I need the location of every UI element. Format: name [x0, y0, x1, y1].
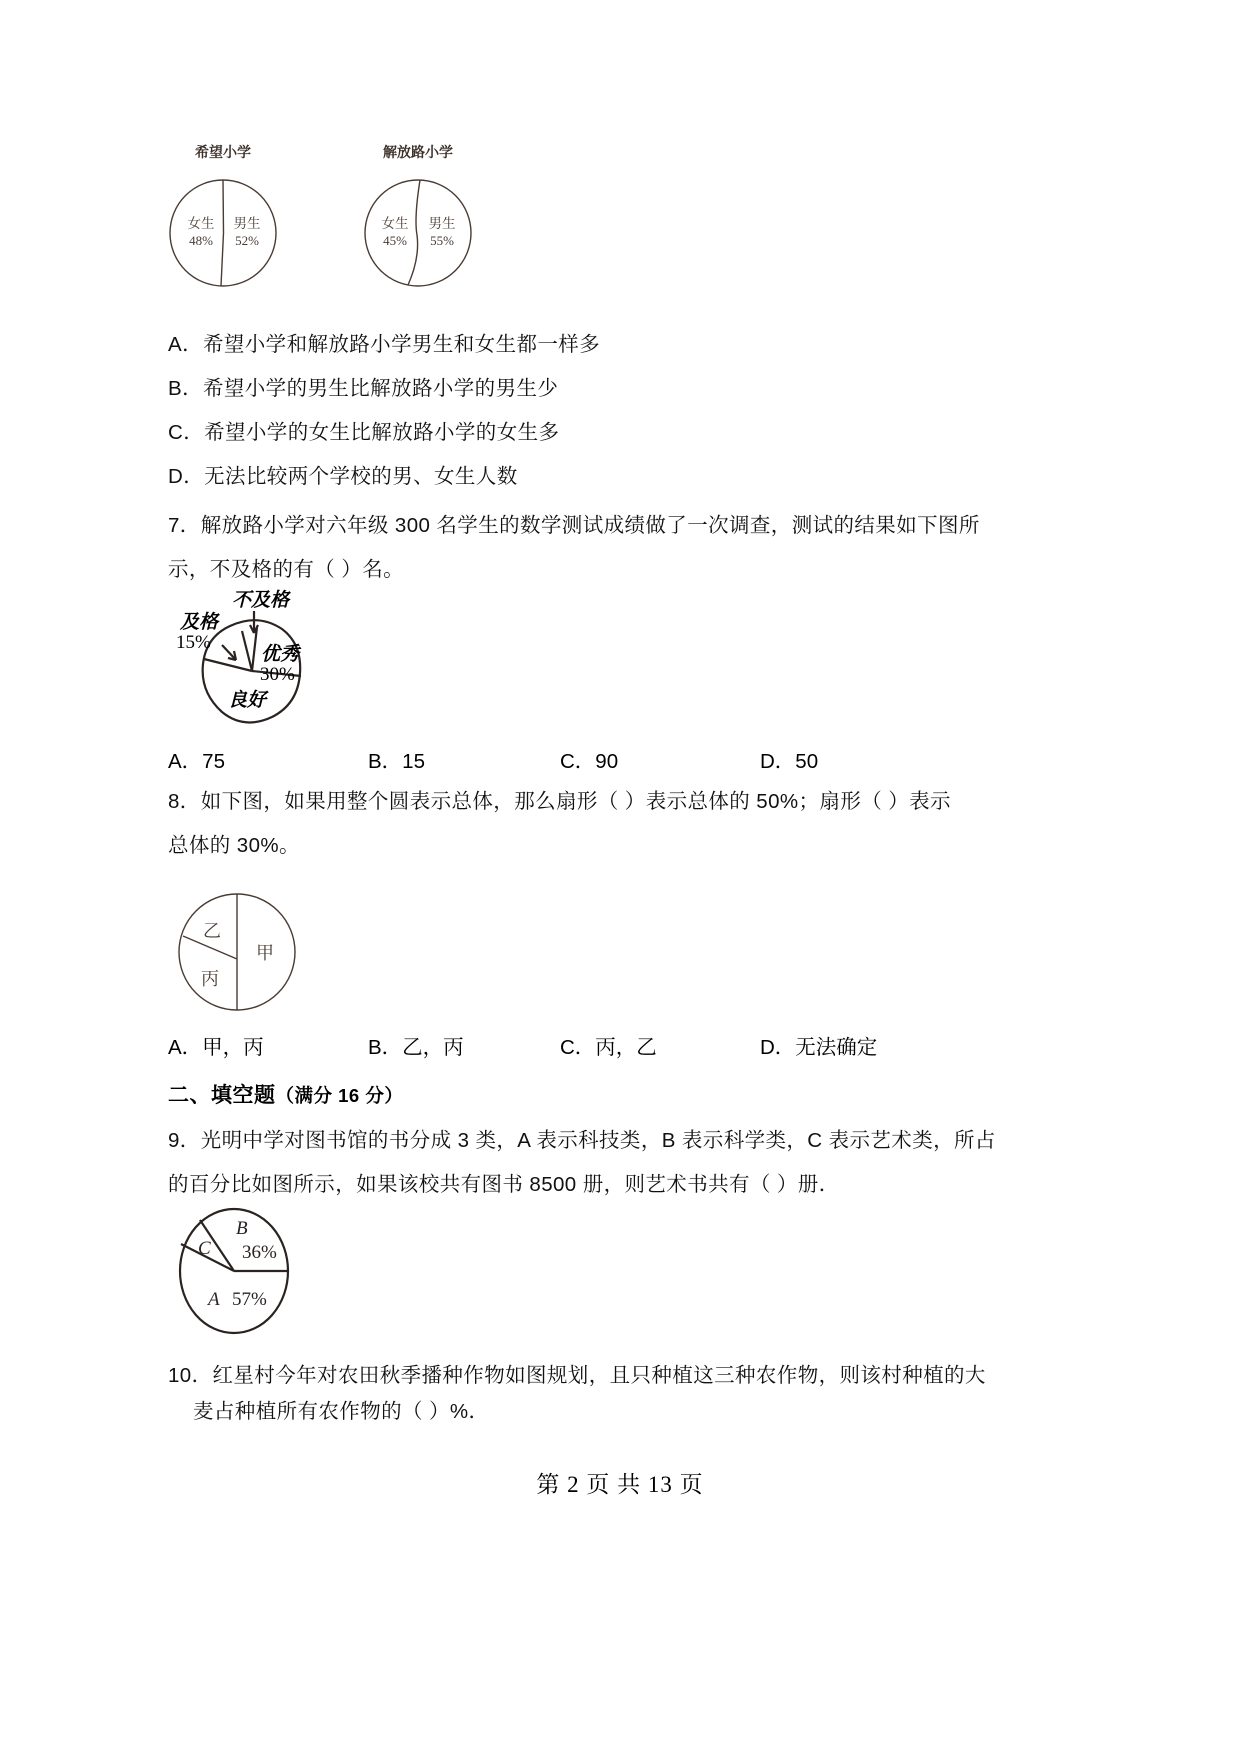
figure-q9-books-pie: [172, 1206, 352, 1336]
q7-stem-line-1: 7．解放路小学对六年级 300 名学生的数学测试成绩做了一次调查，测试的结果如下图所: [168, 514, 980, 537]
q9-stem-line-2: 的百分比如图所示，如果该校共有图书 8500 册，则艺术书共有（ ）册．: [168, 1173, 840, 1196]
figure-q8-abc-pie: [172, 872, 332, 1032]
q7-option-d: D．50: [760, 750, 819, 773]
q6-chart1-cat-1: 男生: [233, 216, 261, 231]
q6-chart2-value-0: 45%: [383, 233, 407, 248]
q9-label-a: A: [208, 1289, 220, 1310]
q7-label-jige: 及格: [180, 612, 219, 633]
q6-chart1-title: 希望小学: [195, 144, 251, 160]
q6-option-d: D．无法比较两个学校的男、女生人数: [168, 465, 518, 488]
q6-chart1-value-0: 48%: [189, 233, 213, 248]
q6-chart2-title: 解放路小学: [383, 144, 453, 160]
q6-chart2-value-1: 55%: [430, 233, 454, 248]
q10-stem-line-2: 麦占种植所有农作物的（ ）%．: [193, 1400, 490, 1423]
q8-option-d: D．无法确定: [760, 1036, 878, 1059]
q7-value-youxiu: 30%: [260, 664, 295, 685]
q7-label-lianghao: 良好: [228, 690, 267, 711]
q6-chart1-value-1: 52%: [235, 233, 259, 248]
figure-q7-grade-pie: [172, 588, 352, 736]
q6-option-b: B．希望小学的男生比解放路小学的男生少: [168, 377, 559, 400]
q7-pie-svg: [172, 588, 352, 736]
q7-label-youxiu: 优秀: [261, 644, 300, 665]
q9-value-a: 57%: [232, 1289, 267, 1310]
q9-stem-line-1: 9．光明中学对图书馆的书分成 3 类，A 表示科技类，B 表示科学类，C 表示艺术类，所占: [168, 1129, 996, 1152]
q8-label-bing: 丙: [201, 969, 219, 989]
q8-label-yi: 乙: [203, 921, 221, 941]
q10-stem-line-1: 10．红星村今年对农田秋季播种作物如图规划，且只种植这三种农作物，则该村种植的大: [168, 1364, 986, 1387]
q9-label-c: C: [198, 1238, 211, 1259]
q6-chart2-cat-1: 男生: [428, 216, 456, 231]
q9-pie-svg: [172, 1206, 352, 1336]
q7-option-b: B．15: [368, 750, 425, 773]
q7-value-jige: 15%: [176, 632, 211, 653]
q6-option-a: A．希望小学和解放路小学男生和女生都一样多: [168, 333, 601, 356]
section-2-title: 二、填空题: [168, 1084, 276, 1107]
q8-label-jia: 甲: [256, 943, 274, 963]
q7-label-bujige: 不及格: [232, 590, 290, 611]
q7-option-c: C．90: [560, 750, 619, 773]
q9-value-b: 36%: [242, 1242, 277, 1263]
q8-stem-line-1: 8．如下图，如果用整个圆表示总体，那么扇形（ ）表示总体的 50%；扇形（ ）表示: [168, 790, 951, 813]
q6-pie-svg: [170, 138, 510, 298]
q8-pie-svg: [172, 872, 332, 1032]
section-2-subtitle: （满分 16 分）: [275, 1085, 404, 1106]
q9-label-b: B: [236, 1218, 248, 1239]
q6-option-c: C．希望小学的女生比解放路小学的女生多: [168, 421, 560, 444]
q6-chart2-cat-0: 女生: [381, 216, 409, 231]
q7-stem-line-2: 示，不及格的有（ ）名。: [168, 558, 404, 581]
q6-chart1-cat-0: 女生: [187, 216, 215, 231]
page-footer: 第 2 页 共 13 页: [536, 1472, 704, 1497]
figure-q6-two-pies: [170, 138, 510, 298]
q7-option-a: A．75: [168, 750, 225, 773]
q8-option-b: B．乙，丙: [368, 1036, 464, 1059]
q8-option-a: A．甲，丙: [168, 1036, 264, 1059]
q8-option-c: C．丙，乙: [560, 1036, 657, 1059]
q8-stem-line-2: 总体的 30%。: [168, 834, 300, 857]
